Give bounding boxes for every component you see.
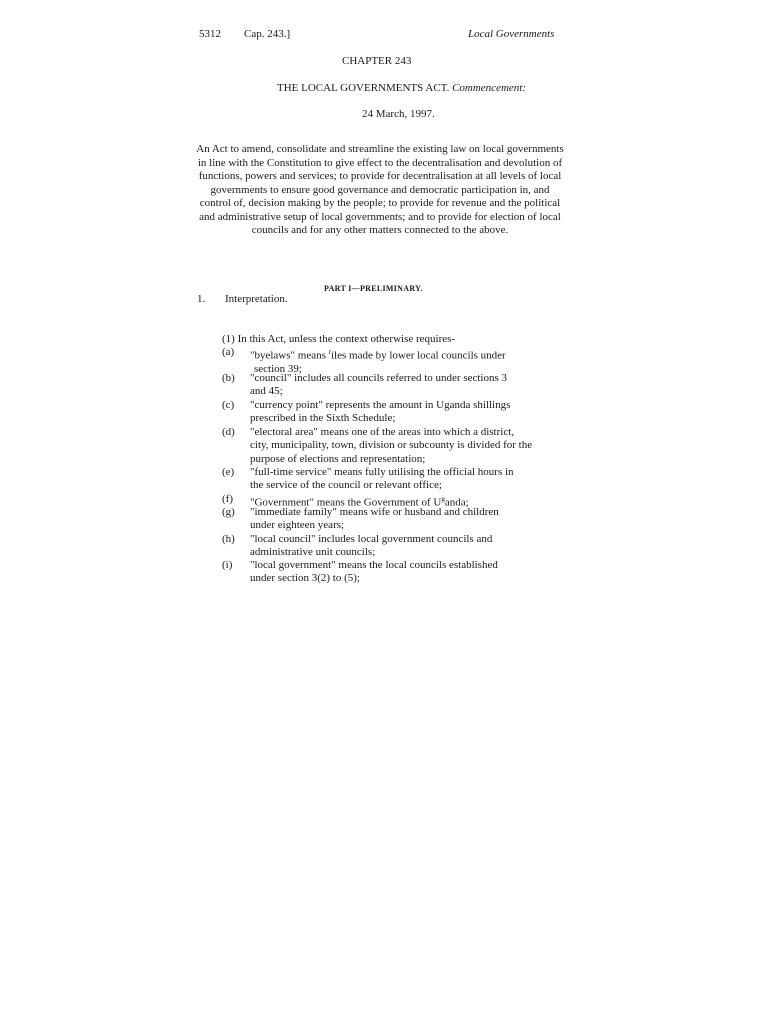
definition-text: "full-time service" means fully utilising the official hours in the service of the council or relevant office; xyxy=(250,466,514,492)
definition-text: "byelaws" means $^r$iles made by lower local councils under section 39; xyxy=(250,348,506,375)
running-title: Local Governments xyxy=(468,28,555,40)
definition-label: (g) xyxy=(222,506,235,518)
part-heading: PART I—PRELIMINARY. xyxy=(324,284,423,293)
definition-text: "currency point" represents the amount in Uganda shillings prescribed in the Sixth Schedule; xyxy=(250,399,511,425)
definition-text: "local government" means the local councils established under section 3(2) to (5); xyxy=(250,559,498,585)
definition-text: "local council" includes local government councils and administrative unit councils; xyxy=(250,533,493,559)
definition-label: (e) xyxy=(222,466,235,478)
definition-text: "immediate family" means wife or husband and children under eighteen years; xyxy=(250,506,499,532)
definition-label: (d) xyxy=(222,426,235,438)
definition-text: "council" includes all councils referred to under sections 3 and 45; xyxy=(250,372,508,398)
definition-label: (h) xyxy=(222,533,235,545)
commencement-label: Commencement: xyxy=(452,82,526,94)
section-intro: (1) In this Act, unless the context otherwise requires- xyxy=(222,333,456,345)
chapter-reference: Cap. 243.] xyxy=(244,28,291,40)
long-title: An Act to amend, consolidate and streamline the existing law on local governments in line with the Constitution to give effect to the decentralisation and devolution of functions, powers and services; to provide for decentralisation at all levels of local governments to ensure good governance and democratic participation in, and control of, decision making by the people; to provide for revenue and the political and administrative setup of local governments; and to provide for election of local councils and for any other matters connected to the above. xyxy=(196,143,564,236)
definition-label: (a) xyxy=(222,346,235,358)
page-number: 5312 xyxy=(199,28,221,40)
section-number: 1. xyxy=(197,293,206,305)
definition-label: (i) xyxy=(222,559,233,571)
definition-label: (c) xyxy=(222,399,235,411)
act-title: THE LOCAL GOVERNMENTS ACT. xyxy=(277,82,450,94)
section-title: Interpretation. xyxy=(225,293,288,305)
definition-text: "electoral area" means one of the areas into which a district, city, municipality, town, division or subcounty is divided for the purpose of elections and representation; xyxy=(250,426,533,465)
definition-label: (b) xyxy=(222,372,235,384)
chapter-heading: CHAPTER 243 xyxy=(342,55,412,67)
definition-label: (f) xyxy=(222,493,233,505)
act-title-line xyxy=(277,82,526,95)
definition-text: "Government" means the Government of $U^ganda$; xyxy=(250,495,469,509)
commencement-date: 24 March, 1997. xyxy=(362,108,435,120)
